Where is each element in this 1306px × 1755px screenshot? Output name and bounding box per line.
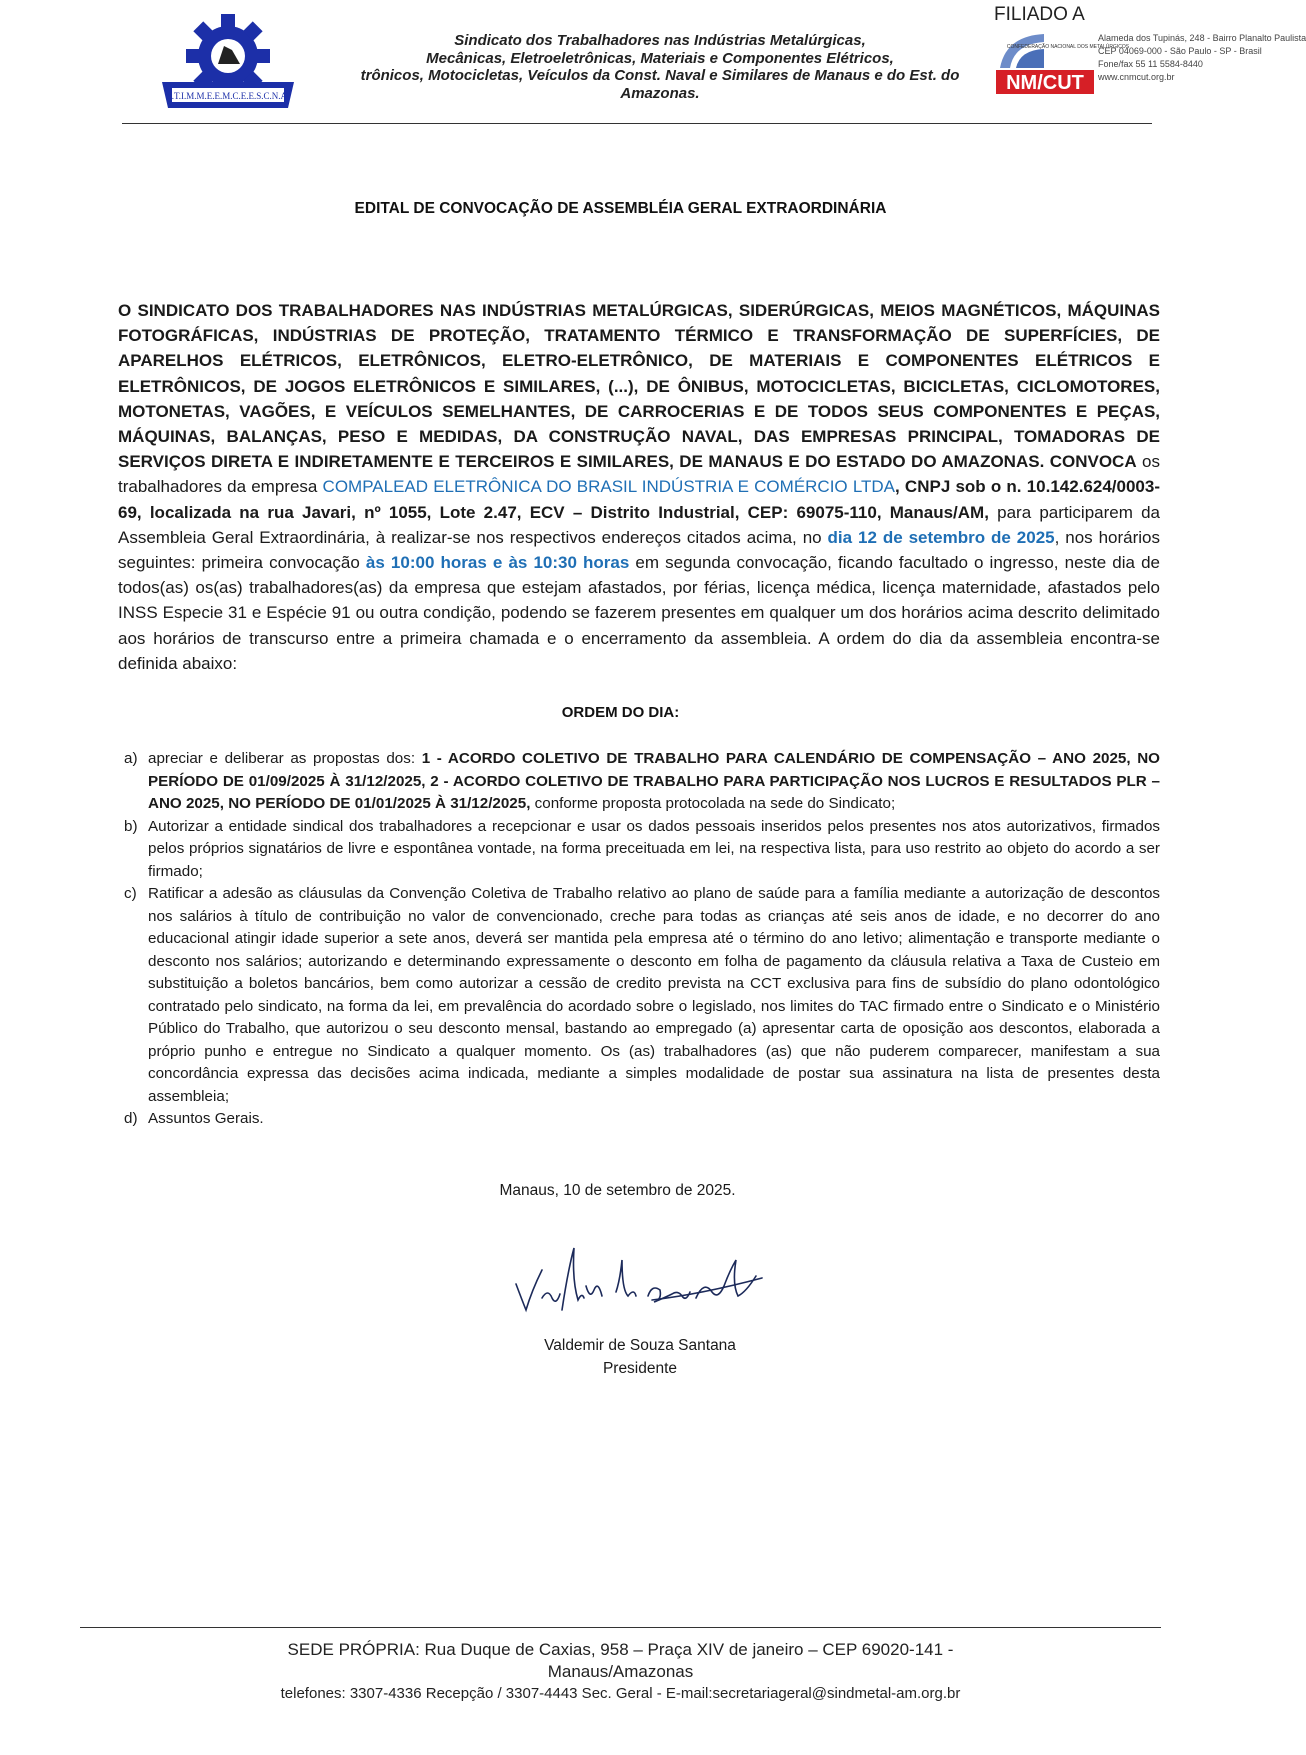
agenda-list <box>124 748 1160 1131</box>
cnm-logo-small-text: CONFEDERAÇÃO NACIONAL DOS METALÚRGICOS <box>1006 44 1130 50</box>
agenda-item-bold: 1 - ACORDO COLETIVO DE TRABALHO PARA CALENDÁRIO DE COMPENSAÇÃO – ANO 2025, NO PERÍODO DE 01/09/2025 À 31/12/2025, 2 - ACORDO COLETIVO DE TRABALHO PARA PARTICIPAÇÃO NOS LUCROS E RESULTADOS PLR – ANO 2025, NO PERÍODO DE 01/01/2025 À 31/12/2025, <box>148 750 1160 812</box>
agenda-item-b <box>124 816 1160 884</box>
body-text-segment: em segunda convocação, ficando facultado o ingresso, neste dia de todos(as) os(as) trabalhadores(as) da empresa que estejam afastados, por férias, licença médica, licença maternidade, afastados pelo INSS Especie 31 e Espécie 91 ou outra condição, podendo se fazerem presentes em qualquer um dos horários acima descrito delimitado aos horários de transcurso entre a primeira chamada e o encerramento da assembleia. A ordem do dia da assembleia encontra-se definida abaixo: <box>118 553 1160 673</box>
signer-name: Valdemir de Souza Santana <box>544 1337 736 1354</box>
convocation-paragraph <box>118 298 1160 676</box>
company-name: COMPALEAD ELETRÔNICA DO BRASIL INDÚSTRIA E COMÉRCIO LTDA <box>322 477 896 497</box>
body-text-segment: para participarem da Assembleia Geral Extraordinária, à realizar-se nos respectivos endereços citados acima, no <box>118 502 1160 547</box>
union-name-line: Mecânicas, Eletroeletrônicas, Materiais e Componentes Elétricos, <box>426 49 894 67</box>
union-name-line: trônicos, Motocicletas, Veículos da Const. Naval e Similares de Manaus e do Est. do <box>360 67 960 84</box>
union-name-line: Sindicato dos Trabalhadores nas Indústrias Metalúrgicas, <box>454 32 866 49</box>
agenda-item-text: Autorizar a entidade sindical dos trabalhadores a recepcionar e usar os dados pessoais inseridos pelos presentes nos atos autorizativos, firmados pelos próprios signatários de livre e espontânea vontade, na forma preceituada em lei, na respectiva lista, para uso restrito ao objeto do acordo a ser firmado; <box>148 817 1160 880</box>
meeting-times: às 10:00 horas e às 10:30 horas <box>365 553 630 573</box>
agenda-item-text: Assuntos Gerais. <box>148 1110 264 1127</box>
handwritten-signature <box>512 1240 772 1330</box>
cnpj-address: , CNPJ sob o n. 10.142.624/0003-69, localizada na rua Javari, nº 1055, Lote 2.47, ECV – Distrito Industrial, CEP: 69075-110, Manaus/AM, <box>118 477 1160 522</box>
agenda-item-letter: a) <box>124 750 138 767</box>
header-divider <box>122 123 1152 124</box>
agenda-item-text: Ratificar a adesão as cláusulas da Convenção Coletiva de Trabalho relativo ao plano de saúde para a família mediante a autorização de descontos nos salários à título de contribuição no valor de convencionado, creche para todas as crianças até seis anos de idade, e no decorrer do ano educacional atingir idade superior a sete anos, deverá ser mantida pela empresa até o término do ano letivo; alimentação e transporte mediante o desconto nos salários; autorizando e determinando expressamente o desconto em folha de pagamento da cláusula relativa a Taxa de Custeio em substituição a boletos bancários, bem como autorizar a cessão de credito prevista na CCT exclusiva para fins de subsídio do plano odontológico contratado pelo sindicato, na forma da lei, em prevalência do acordado sobre o legislado, nos limites do TAC firmado entre o Sindicato e o Ministério Público do Trabalho, que autorizou o seu desconto mensal, bastando ao empregado (a) apresentar carta de oposição aos descontos, elaborada a próprio punho e entregue no Sindicato a qualquer momento. Os (as) trabalhadores (as) que não puderem comparecer, manifestam a sua concordância expressa das decisões acima indicada, mediante a simples modalidade de postar sua assinatura na lista de presentes desta assembleia; <box>148 885 1160 1105</box>
cnm-address-line: Alameda dos Tupinás, 248 - Bairro Planalto Paulista <box>1098 33 1306 43</box>
logo-text: S.T.I.M.M.E.E.M.C.E.E.S.C.N.A. <box>166 91 290 101</box>
cnm-cut-logo <box>996 28 1130 96</box>
cnm-address-line: www.cnmcut.org.br <box>1098 72 1175 82</box>
agenda-title: ORDEM DO DIA: <box>561 704 680 721</box>
agenda-item-a <box>124 748 1160 816</box>
footer-line: SEDE PRÓPRIA: Rua Duque de Caxias, 958 – Praça XIV de janeiro – CEP 69020-141 - <box>287 1640 954 1659</box>
place-date-text: Manaus, 10 de setembro de 2025. <box>499 1182 736 1199</box>
agenda-item-d <box>124 1108 1160 1131</box>
union-name-header <box>350 32 970 102</box>
footer-contact-line: telefones: 3307-4336 Recepção / 3307-4443 Sec. Geral - E-mail:secretariageral@sindmetal-am.org.br <box>280 1685 961 1702</box>
cnm-address-line: Fone/fax 55 11 5584-8440 <box>1098 59 1203 69</box>
place-date <box>0 1182 1241 1200</box>
body-text-segment: , nos horários seguintes: primeira convocação <box>118 527 1161 573</box>
cnm-address-line: CEP 04069-000 - São Paulo - SP - Brasil <box>1098 46 1262 56</box>
agenda-item-c <box>124 883 1160 1108</box>
signer-role: Presidente <box>602 1360 678 1377</box>
cnm-address <box>1098 32 1306 84</box>
footer-line: Manaus/Amazonas <box>547 1662 694 1681</box>
union-full-name: O SINDICATO DOS TRABALHADORES NAS INDÚSTRIAS METALÚRGICAS, SIDERÚRGICAS, MEIOS MAGNÉTICOS, MÁQUINAS FOTOGRÁFICAS, INDÚSTRIAS DE PROTEÇÃO, TRATAMENTO TÉRMICO E TRANSFORMAÇÃO DE SUPERFÍCIES, DE APARELHOS ELÉTRICOS, ELETRÔNICOS, ELETRO-ELETRÔNICO, DE MATERIAIS E COMPONENTES ELÉTRICOS E ELETRÔNICOS, DE JOGOS ELETRÔNICOS E SIMILARES, (...), DE ÔNIBUS, MOTOCICLETAS, BICICLETAS, CICLOMOTORES, MOTONETAS, VAGÕES, E VEÍCULOS SEMELHANTES, DE CARROCERIAS E DE TODOS SEUS COMPONENTES E PEÇAS, MÁQUINAS, BALANÇAS, PESO E MEDIDAS, DA CONSTRUÇÃO NAVAL, DAS EMPRESAS PRINCIPAL, TOMADORAS DE SERVIÇOS DIRETA E INDIRETAMENTE E TERCEIROS E SIMILARES, DE MANAUS E DO ESTADO DO AMAZONAS. CONVOCA <box>118 301 1160 472</box>
union-logo <box>158 14 298 114</box>
affiliation-label: FILIADO A <box>994 4 1085 25</box>
footer-divider <box>80 1627 1161 1628</box>
agenda-item-text: apreciar e deliberar as propostas dos: <box>148 750 422 767</box>
agenda-item-letter: b) <box>124 817 138 835</box>
cnm-logo-text: NM/CUT <box>1006 72 1084 94</box>
signer-block <box>500 1334 780 1380</box>
agenda-item-text: conforme proposta protocolada na sede do Sindicato; <box>530 795 896 812</box>
agenda-item-letter: c) <box>124 885 137 902</box>
footer-address <box>0 1639 1241 1705</box>
agenda-item-letter: d) <box>124 1110 138 1127</box>
meeting-date: dia 12 de setembro de 2025 <box>827 527 1055 547</box>
body-text-segment: os trabalhadores da empresa <box>118 452 1160 497</box>
document-title: EDITAL DE CONVOCAÇÃO DE ASSEMBLÉIA GERAL EXTRAORDINÁRIA <box>354 200 887 217</box>
union-name-line: Amazonas. <box>620 84 700 102</box>
